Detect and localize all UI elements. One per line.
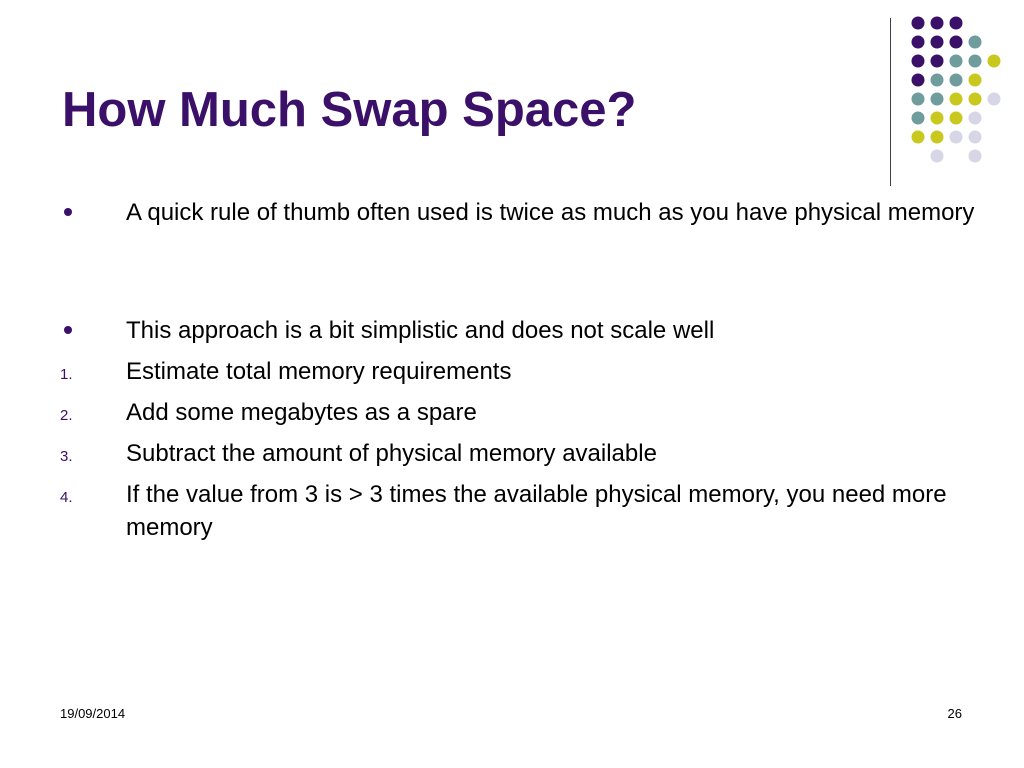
deco-dot xyxy=(950,36,963,49)
deco-dot xyxy=(950,17,963,30)
numbered-item: If the value from 3 is > 3 times the available physical memory, you need more memory xyxy=(126,481,947,541)
deco-dot xyxy=(912,93,925,106)
deco-dot xyxy=(969,36,982,49)
deco-dot xyxy=(988,93,1001,106)
list-number-label: 3. xyxy=(60,448,73,465)
deco-dot xyxy=(969,55,982,68)
bullet-item: A quick rule of thumb often used is twice as much as you have physical memory xyxy=(126,199,975,226)
deco-dot xyxy=(912,112,925,125)
deco-dot xyxy=(931,74,944,87)
list-number xyxy=(60,478,100,514)
bullet-dot-icon xyxy=(64,326,72,334)
bullet-marker xyxy=(60,196,100,229)
deco-dot xyxy=(969,112,982,125)
footer-page-number: 26 xyxy=(947,706,962,721)
deco-dot xyxy=(912,36,925,49)
deco-dot xyxy=(931,55,944,68)
deco-dot xyxy=(912,131,925,144)
title-divider-line xyxy=(890,18,891,186)
deco-dot xyxy=(931,36,944,49)
numbered-item: Subtract the amount of physical memory available xyxy=(126,440,657,467)
deco-dot xyxy=(912,55,925,68)
deco-dot xyxy=(931,112,944,125)
deco-dot xyxy=(931,93,944,106)
deco-dot xyxy=(912,74,925,87)
deco-dot xyxy=(950,131,963,144)
slide-title: How Much Swap Space? xyxy=(62,83,637,137)
list-number xyxy=(60,355,100,391)
deco-dot xyxy=(950,74,963,87)
deco-dot xyxy=(950,112,963,125)
deco-dot xyxy=(931,17,944,30)
list-number-label: 2. xyxy=(60,407,73,424)
deco-dot xyxy=(950,93,963,106)
list-number-label: 4. xyxy=(60,489,73,506)
numbered-item: Add some megabytes as a spare xyxy=(126,399,477,426)
deco-dot xyxy=(931,150,944,163)
decorative-dot-grid xyxy=(905,10,1015,170)
bullet-item: This approach is a bit simplistic and does not scale well xyxy=(126,317,715,344)
deco-dot xyxy=(931,131,944,144)
footer-date: 19/09/2014 xyxy=(60,706,126,721)
deco-dot xyxy=(969,93,982,106)
deco-dot xyxy=(969,131,982,144)
deco-dot xyxy=(912,17,925,30)
list-number xyxy=(60,437,100,473)
bullet-dot-icon xyxy=(64,208,72,216)
deco-dot xyxy=(969,150,982,163)
numbered-item: Estimate total memory requirements xyxy=(126,358,512,385)
list-number-label: 1. xyxy=(60,366,73,383)
deco-dot xyxy=(969,74,982,87)
bullet-marker xyxy=(60,314,100,347)
deco-dot xyxy=(988,55,1001,68)
list-number xyxy=(60,396,100,432)
deco-dot xyxy=(950,55,963,68)
